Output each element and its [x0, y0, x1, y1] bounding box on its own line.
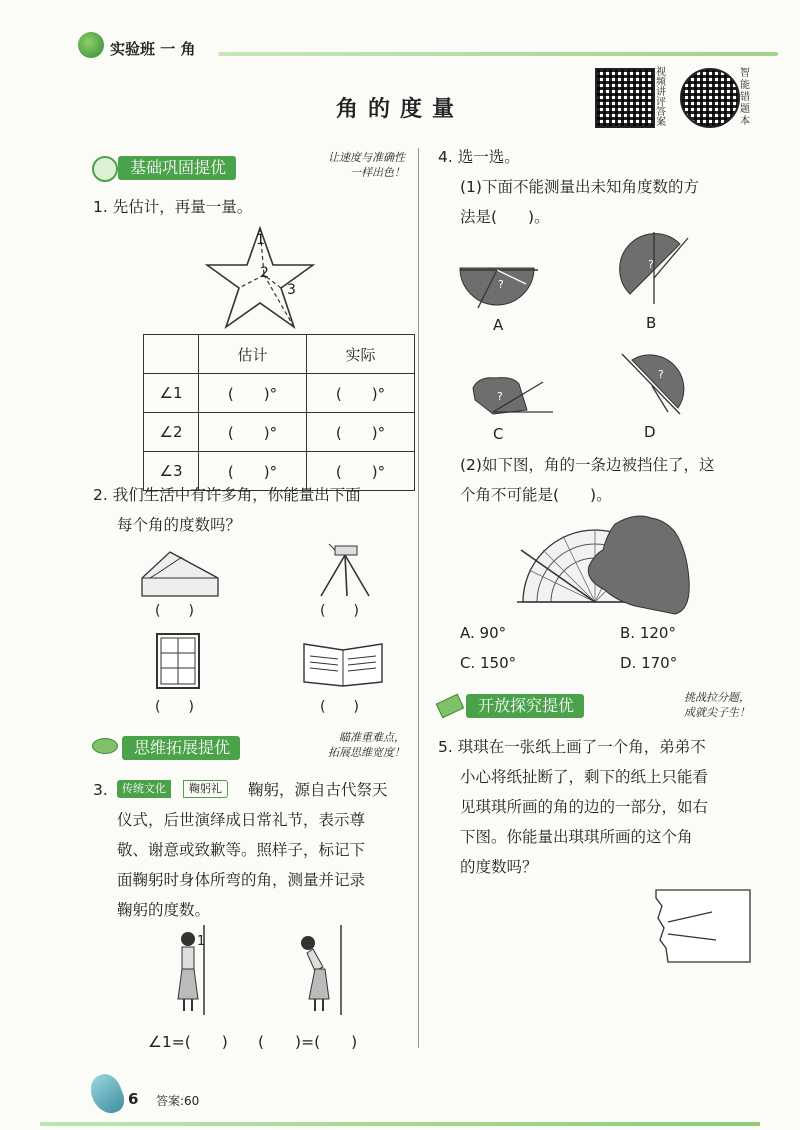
answer-cell[interactable]: ( )° — [307, 452, 415, 491]
q1-text: 1. 先估计，再量一量。 — [93, 198, 253, 216]
q4-part1-line1: (1)下面不能测量出未知角度数的方 — [460, 178, 699, 196]
q3-line2: 仪式，后世演绎成日常礼节，表示尊 — [117, 811, 366, 829]
section-basic-motto — [275, 150, 405, 180]
svg-text:?: ? — [658, 368, 664, 381]
page-number: 6 — [128, 1090, 139, 1108]
logo-icon — [78, 32, 104, 58]
table-cell: ∠3 — [144, 452, 199, 491]
answer-cell[interactable]: ( )° — [307, 374, 415, 413]
satellite-icon — [436, 694, 465, 719]
q4-part2-line1: (2)如下图，角的一条边被挡住了，这 — [460, 456, 715, 474]
section-open-motto — [620, 690, 750, 720]
angle-label-1: 1 — [256, 232, 265, 248]
q5-line5: 的度数吗？ — [460, 858, 538, 876]
blank-tripod[interactable]: ( ) — [320, 603, 359, 619]
qr-caption-mistakes: 智能错题本 — [740, 68, 750, 127]
q2-line1: 2. 我们生活中有许多角，你能量出下面 — [93, 486, 361, 504]
section-basic-label: 基础巩固提优 — [118, 156, 236, 180]
table-header: 估计 — [199, 335, 307, 374]
q4-option-b[interactable]: B. 120° — [620, 624, 676, 642]
ufo-icon — [92, 738, 118, 754]
table-cell: ∠2 — [144, 413, 199, 452]
answer-cell[interactable]: ( )° — [199, 413, 307, 452]
section-thinking-motto — [275, 730, 405, 760]
option-a-label[interactable]: A — [493, 316, 504, 334]
q4-part1-line2: 法是( )。 — [460, 208, 550, 226]
chapter-title: 实验班 一 角 — [110, 40, 196, 58]
motto-line: 瞄准重难点， — [339, 731, 405, 744]
q4-part2-line2: 个角不可能是( )。 — [460, 486, 612, 504]
q5-line3: 见琪琪所画的角的边的一部分，如右 — [460, 798, 709, 816]
page-title: 角的度量 — [335, 96, 464, 122]
table-header: 实际 — [307, 335, 415, 374]
protractor-option-b — [618, 228, 690, 306]
tripod-icon — [315, 540, 375, 598]
column-divider — [418, 148, 419, 1048]
q4-title: 4. 选一选。 — [438, 148, 520, 166]
table-row — [144, 374, 415, 413]
q3-number: 3. — [93, 781, 108, 799]
answer-cell[interactable]: ( )° — [199, 452, 307, 491]
q3-line1: 鞠躬，源自古代祭天 — [248, 781, 388, 799]
footer-rule — [40, 1122, 760, 1126]
motto-line: 挑战拉分题， — [684, 691, 750, 704]
qr-code-mistakes[interactable] — [680, 68, 740, 128]
estimate-table — [143, 334, 415, 491]
q5-line2: 小心将纸扯断了，剩下的纸上只能看 — [460, 768, 709, 786]
q3-tag-culture: 传统文化 — [117, 780, 171, 798]
bow-angle-label: 1 — [197, 934, 206, 949]
option-d-label[interactable]: D — [644, 423, 656, 441]
q4-option-d[interactable]: D. 170° — [620, 654, 678, 672]
motto-line: 让速度与准确性 — [328, 151, 405, 164]
option-c-label[interactable]: C — [493, 425, 504, 443]
angle-label-3: 3 — [287, 282, 296, 298]
q3-answer-2[interactable]: ( )=( ) — [258, 1033, 358, 1051]
answer-reference: 答案:60 — [156, 1094, 200, 1108]
torn-paper-figure — [652, 888, 752, 964]
blank-stairs[interactable]: ( ) — [155, 603, 194, 619]
dolphin-icon — [86, 1070, 128, 1118]
protractor-option-c — [465, 370, 555, 420]
motto-line: 成就尖子生！ — [684, 706, 750, 719]
q5-line4: 下图。你能量出琪琪所画的这个角 — [460, 828, 693, 846]
svg-text:?: ? — [498, 278, 504, 291]
qr-code-video[interactable] — [595, 68, 655, 128]
section-thinking-label: 思维拓展提优 — [122, 736, 240, 760]
answer-cell[interactable]: ( )° — [199, 374, 307, 413]
q2-line2: 每个角的度数吗？ — [117, 516, 242, 534]
q5-line1: 5. 琪琪在一张纸上画了一个角，弟弟不 — [438, 738, 706, 756]
blank-window[interactable]: ( ) — [155, 699, 194, 715]
svg-text:?: ? — [497, 390, 503, 403]
bowing-girl-2 — [295, 925, 347, 1015]
q3-tag-bow: 鞠躬礼 — [183, 780, 228, 798]
motto-line: 拓展思维宽度！ — [328, 746, 405, 759]
q4-option-a[interactable]: A. 90° — [460, 624, 507, 642]
table-header-row — [144, 335, 415, 374]
section-icon — [92, 156, 118, 182]
section-open-label: 开放探究提优 — [466, 694, 584, 718]
blank-book[interactable]: ( ) — [320, 699, 359, 715]
header-rule — [218, 52, 778, 56]
option-b-label[interactable]: B — [646, 314, 657, 332]
protractor-option-d — [618, 350, 690, 420]
protractor-option-a — [458, 262, 540, 312]
table-header — [144, 335, 199, 374]
q3-line4: 面鞠躬时身体所弯的角，测量并记录 — [117, 871, 366, 889]
table-row — [144, 413, 415, 452]
angle-label-2: 2 — [260, 265, 269, 281]
window-icon — [155, 632, 201, 690]
q3-line5: 鞠躬的度数。 — [117, 901, 211, 919]
stairs-icon — [140, 548, 220, 598]
q4-option-c[interactable]: C. 150° — [460, 654, 517, 672]
table-cell: ∠1 — [144, 374, 199, 413]
answer-cell[interactable]: ( )° — [307, 413, 415, 452]
qr-caption-video: 视频讲评答案 — [656, 67, 666, 128]
q3-answer-1[interactable]: ∠1=( ) — [148, 1033, 228, 1051]
book-icon — [302, 636, 384, 688]
svg-text:?: ? — [648, 258, 654, 271]
covered-protractor — [515, 510, 695, 616]
motto-line: 一样出色！ — [350, 166, 405, 179]
q3-line3: 敬、谢意或致歉等。照样子，标记下 — [117, 841, 366, 859]
